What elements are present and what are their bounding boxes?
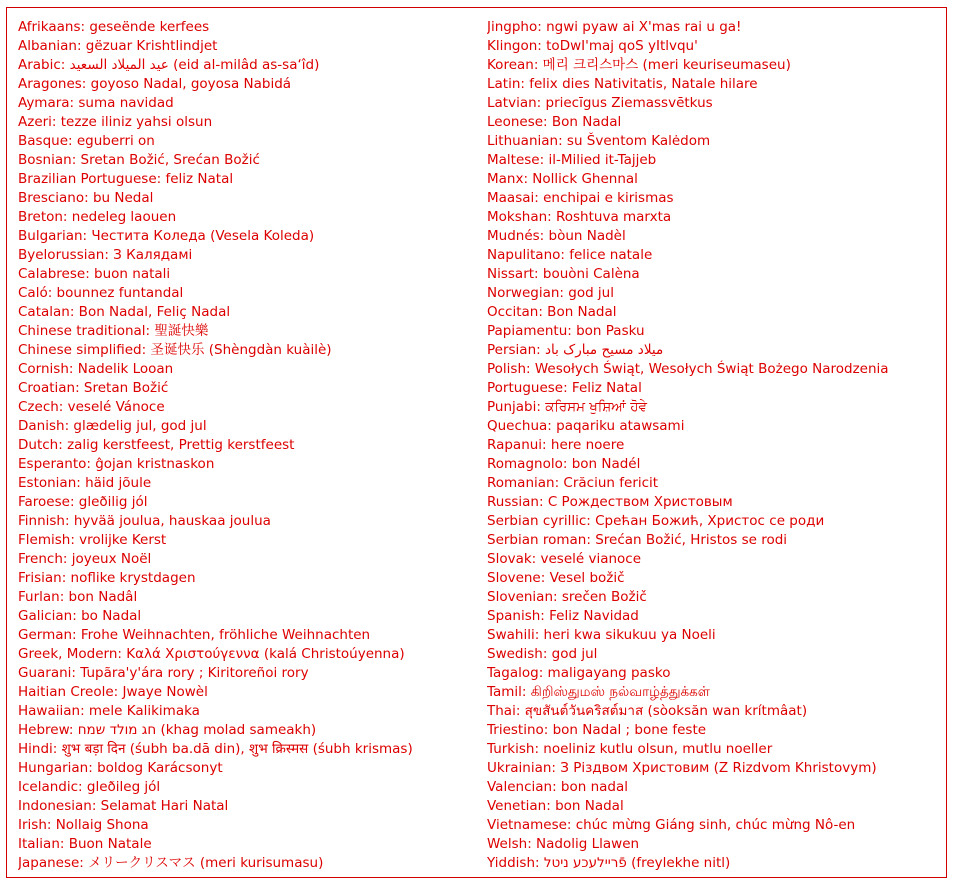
greeting-item: Cornish: Nadelik Looan bbox=[18, 361, 174, 377]
greeting-item: Lithuanian: su Šventom Kalėdom bbox=[487, 133, 711, 149]
greeting-item: Caló: bounnez funtandal bbox=[18, 285, 184, 301]
greeting-item: Venetian: bon Nadal bbox=[487, 798, 624, 814]
greeting-item: Valencian: bon nadal bbox=[487, 779, 629, 795]
greeting-item: Estonian: häid jõule bbox=[18, 475, 152, 491]
greeting-item: Danish: glædelig jul, god jul bbox=[18, 418, 207, 434]
greeting-item: Spanish: Feliz Navidad bbox=[487, 608, 639, 624]
greeting-item: French: joyeux Noël bbox=[18, 551, 152, 567]
greeting-item: Mokshan: Roshtuva marxta bbox=[487, 209, 672, 225]
greeting-item: Hawaiian: mele Kalikimaka bbox=[18, 703, 200, 719]
greeting-item: Arabic: عيد الميلاد السعيد (eid al-milâd as-sa‘îd) bbox=[18, 57, 320, 73]
greeting-item: Brazilian Portuguese: feliz Natal bbox=[18, 171, 234, 187]
greeting-item: Tagalog: maligayang pasko bbox=[487, 665, 671, 681]
greeting-item: Indonesian: Selamat Hari Natal bbox=[18, 798, 229, 814]
greeting-item: Azeri: tezze iliniz yahsi olsun bbox=[18, 114, 213, 130]
greeting-item: Swahili: heri kwa sikukuu ya Noeli bbox=[487, 627, 716, 643]
greeting-item: Furlan: bon Nadâl bbox=[18, 589, 138, 605]
greeting-item: Mudnés: bòun Nadèl bbox=[487, 228, 626, 244]
greeting-item: Hebrew: חג מולד שמח (khag molad sameakh) bbox=[18, 722, 317, 738]
greeting-item: Portuguese: Feliz Natal bbox=[487, 380, 642, 396]
greeting-item: Aymara: suma navidad bbox=[18, 95, 174, 111]
greeting-item: Punjabi: ਕਰਿਸਮ ਖੁਸ਼ਿਆਂ ਹੋਵੇ bbox=[487, 399, 647, 415]
greeting-item: Icelandic: gleðileg jól bbox=[18, 779, 161, 795]
greeting-item: Calabrese: buon natali bbox=[18, 266, 171, 282]
right-greetings-column bbox=[487, 18, 942, 873]
greeting-item: Nissart: bouòni Calèna bbox=[487, 266, 640, 282]
greeting-item: Ukrainian: З Різдвом Христовим (Z Rizdvom Khristovym) bbox=[487, 760, 877, 776]
greeting-item: Serbian cyrillic: Срећан Божић, Христос се роди bbox=[487, 513, 825, 529]
greeting-item: Byelorussian: З Калядамі bbox=[18, 247, 193, 263]
greeting-item: Leonese: Bon Nadal bbox=[487, 114, 622, 130]
greeting-item: Frisian: noflike krystdagen bbox=[18, 570, 196, 586]
greeting-item: Welsh: Nadolig Llawen bbox=[487, 836, 640, 852]
greeting-item: Flemish: vrolijke Kerst bbox=[18, 532, 167, 548]
greeting-item: Persian: میلاد مسیح مبارک باد bbox=[487, 342, 664, 358]
greeting-item: Rapanui: here noere bbox=[487, 437, 625, 453]
greeting-item: Serbian roman: Srećan Božić, Hristos se rodi bbox=[487, 532, 788, 548]
greeting-item: Faroese: gleðilig jól bbox=[18, 494, 148, 510]
greeting-item: Dutch: zalig kerstfeest, Prettig kerstfeest bbox=[18, 437, 295, 453]
greeting-item: Bulgarian: Честита Коледа (Vesela Koleda) bbox=[18, 228, 315, 244]
greeting-item: Guarani: Tupãra'y'ára rory ; Kiritoreñoi rory bbox=[18, 665, 309, 681]
greeting-item: Bresciano: bu Nedal bbox=[18, 190, 154, 206]
greeting-item: Hungarian: boldog Karácsonyt bbox=[18, 760, 223, 776]
greeting-item: Chinese traditional: 聖誕快樂 bbox=[18, 323, 209, 339]
greetings-frame bbox=[6, 7, 947, 878]
greeting-item: Afrikaans: geseënde kerfees bbox=[18, 19, 210, 35]
greeting-item: Latin: felix dies Nativitatis, Natale hilare bbox=[487, 76, 758, 92]
greeting-item: Manx: Nollick Ghennal bbox=[487, 171, 638, 187]
greeting-item: Italian: Buon Natale bbox=[18, 836, 152, 852]
greeting-item: Maltese: il-Milied it-Tajjeb bbox=[487, 152, 657, 168]
greeting-item: Norwegian: god jul bbox=[487, 285, 614, 301]
greeting-item: Thai: สุขสันต์วันคริสต์มาส (sòoksăn wan krítmâat) bbox=[487, 703, 808, 719]
greeting-item: Korean: 메리 크리스마스 (meri keuriseumaseu) bbox=[487, 57, 791, 73]
greeting-item: Quechua: paqariku atawsami bbox=[487, 418, 685, 434]
greeting-item: Vietnamese: chúc mừng Giáng sinh, chúc mừng Nô-en bbox=[487, 817, 856, 833]
greeting-item: Irish: Nollaig Shona bbox=[18, 817, 149, 833]
greeting-item: Bosnian: Sretan Božić, Srećan Božić bbox=[18, 152, 260, 168]
greeting-item: Slovak: veselé vianoce bbox=[487, 551, 642, 567]
greeting-item: Aragones: goyoso Nadal, goyosa Nabidá bbox=[18, 76, 292, 92]
greeting-item: Greek, Modern: Καλά Χριστούγεννα (kalá Christoúyenna) bbox=[18, 646, 405, 662]
greeting-item: Japanese: メリークリスマス (meri kurisumasu) bbox=[18, 855, 324, 871]
greeting-item: Croatian: Sretan Božić bbox=[18, 380, 169, 396]
greeting-item: Jingpho: ngwi pyaw ai X'mas rai u ga! bbox=[487, 19, 742, 35]
greeting-item: Maasai: enchipai e kirismas bbox=[487, 190, 674, 206]
greeting-item: Chinese simplified: 圣诞快乐 (Shèngdàn kuàilè) bbox=[18, 342, 332, 358]
greeting-item: Catalan: Bon Nadal, Feliç Nadal bbox=[18, 304, 231, 320]
greeting-item: Basque: eguberri on bbox=[18, 133, 155, 149]
greeting-item: Napulitano: felice natale bbox=[487, 247, 653, 263]
greeting-item: Romagnolo: bon Nadél bbox=[487, 456, 641, 472]
greeting-item: Haitian Creole: Jwaye Nowèl bbox=[18, 684, 208, 700]
greeting-item: Romanian: Crăciun fericit bbox=[487, 475, 659, 491]
greeting-item: Polish: Wesołych Świąt, Wesołych Świąt Bożego Narodzenia bbox=[487, 361, 889, 377]
greeting-item: Albanian: gëzuar Krishtlindjet bbox=[18, 38, 218, 54]
greeting-item: German: Frohe Weihnachten, fröhliche Weihnachten bbox=[18, 627, 371, 643]
greeting-item: Turkish: noeliniz kutlu olsun, mutlu noeller bbox=[487, 741, 773, 757]
greeting-item: Slovenian: srečen Božič bbox=[487, 589, 647, 605]
greeting-item: Finnish: hyvää joulua, hauskaa joulua bbox=[18, 513, 271, 529]
greeting-item: Hindi: शुभ बड़ा दिन (śubh ba.dā din), शुभ क्रिस्मस (śubh krismas) bbox=[18, 741, 413, 757]
greeting-item: Slovene: Vesel božič bbox=[487, 570, 625, 586]
greeting-item: Breton: nedeleg laouen bbox=[18, 209, 177, 225]
greeting-item: Yiddish: פֿריילעכע ניטל (freylekhe nitl) bbox=[487, 855, 731, 871]
greeting-item: Tamil: கிறிஸ்துமஸ் நல்வாழ்த்துக்கள் bbox=[487, 684, 710, 700]
greeting-item: Triestino: bon Nadal ; bone feste bbox=[487, 722, 707, 738]
greeting-item: Galician: bo Nadal bbox=[18, 608, 142, 624]
greeting-item: Russian: С Рождеством Христовым bbox=[487, 494, 733, 510]
greeting-item: Czech: veselé Vánoce bbox=[18, 399, 165, 415]
greeting-item: Swedish: god jul bbox=[487, 646, 598, 662]
greeting-item: Latvian: priecīgus Ziemassvētkus bbox=[487, 95, 713, 111]
greeting-item: Occitan: Bon Nadal bbox=[487, 304, 617, 320]
left-greetings-column bbox=[18, 18, 478, 873]
greeting-item: Esperanto: ĝojan kristnaskon bbox=[18, 456, 215, 472]
greeting-item: Klingon: toDwI'maj qoS yItlvqu' bbox=[487, 38, 698, 54]
greeting-item: Papiamentu: bon Pasku bbox=[487, 323, 645, 339]
